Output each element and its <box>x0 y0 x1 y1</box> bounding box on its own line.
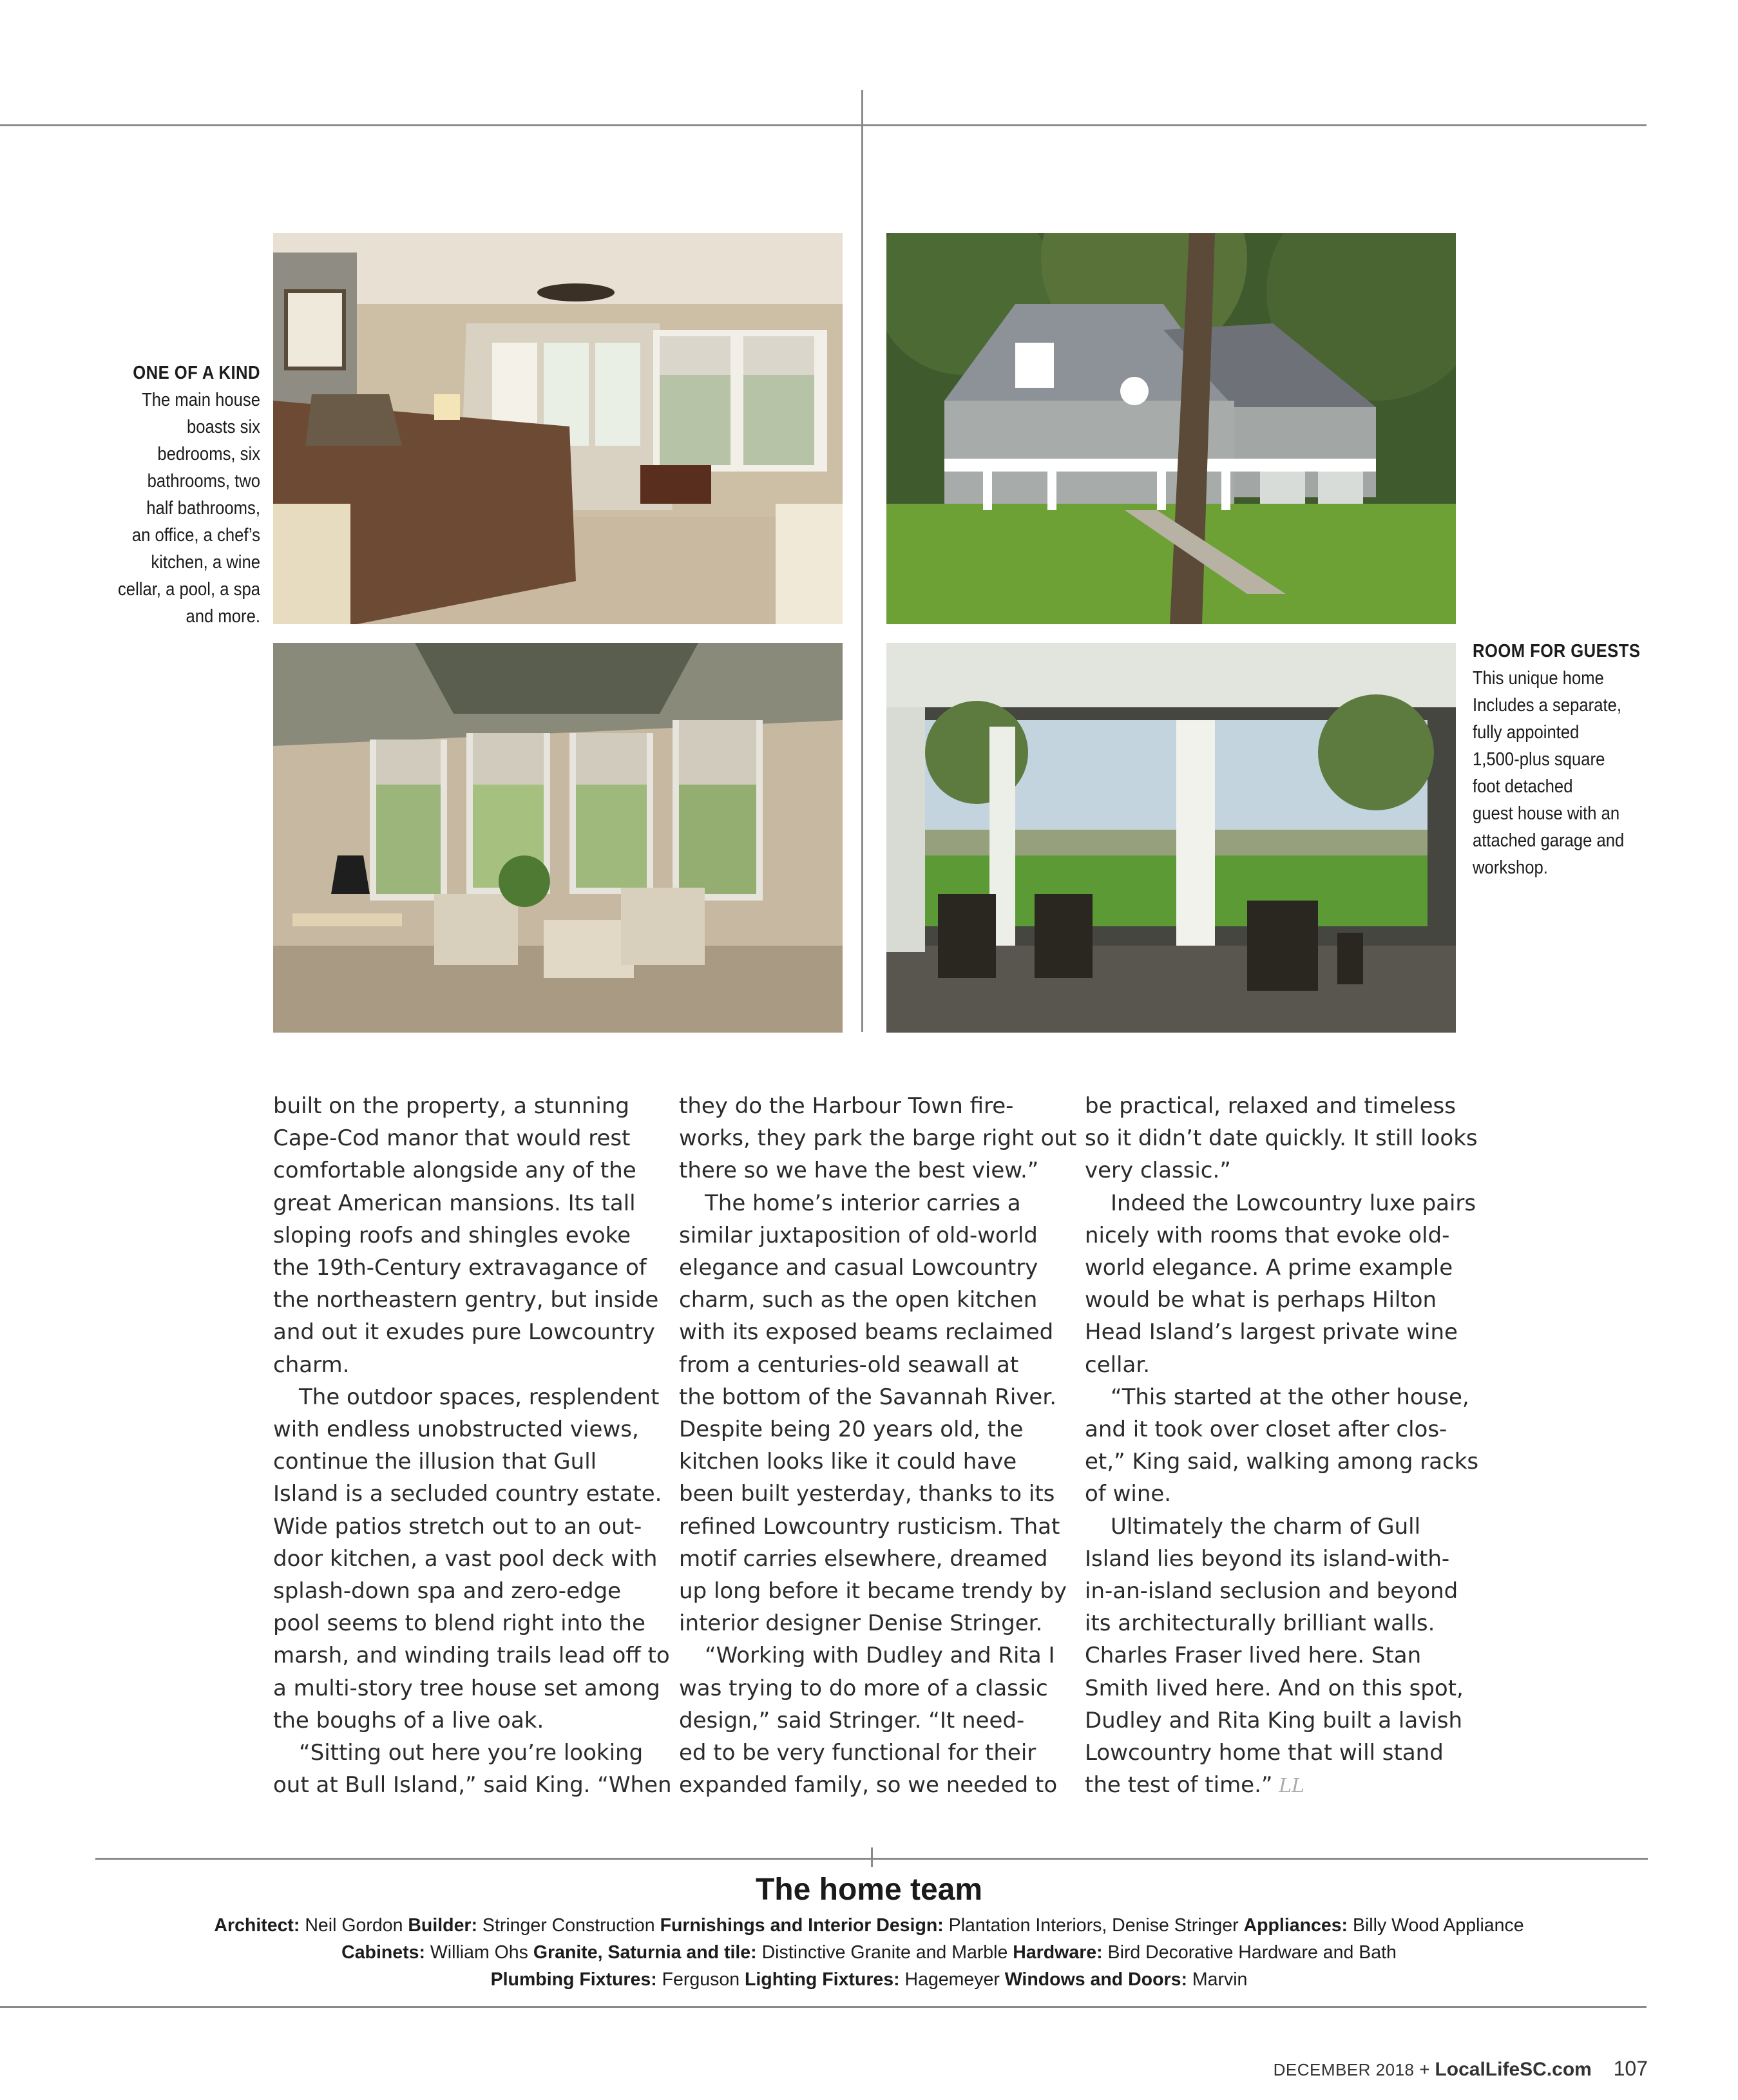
article-line: charm, such as the open kitchen <box>679 1287 1038 1313</box>
article-line: Head Island’s largest private wine <box>1085 1319 1458 1346</box>
page-number: 107 <box>1613 2057 1648 2080</box>
article-line: very classic.” <box>1085 1158 1231 1184</box>
team-credits-line-2 <box>0 1939 1738 1966</box>
article-line: ed to be very functional for their <box>679 1740 1036 1766</box>
article-line: charm. <box>273 1351 350 1378</box>
caption-left-line: boasts six <box>186 417 260 437</box>
article-line: motif carries elsewhere, dreamed <box>679 1545 1048 1572</box>
article-line: world elegance. A prime example <box>1085 1255 1453 1281</box>
caption-right <box>1473 638 1654 881</box>
caption-left-line: an office, a chef’s <box>131 525 260 546</box>
article-line: from a centuries-old seawall at <box>679 1351 1019 1378</box>
team-bottom-rule <box>0 2006 1647 2008</box>
article-line: cellar. <box>1085 1351 1151 1378</box>
article-line: be practical, relaxed and timeless <box>1085 1093 1456 1119</box>
caption-left-title: ONE OF A KIND <box>133 363 260 383</box>
article-line: was trying to do more of a classic <box>679 1675 1048 1701</box>
team-credit: Ferguson <box>656 1969 740 1990</box>
footer-separator: + <box>1419 2059 1430 2079</box>
caption-left-line: half bathrooms, <box>146 498 260 519</box>
page-footer <box>1274 2057 1648 2081</box>
article-line: so it didn’t date quickly. It still looks <box>1085 1125 1478 1152</box>
caption-right-line: fully appointed <box>1473 722 1580 743</box>
team-credit: Hagemeyer <box>899 1969 1000 1990</box>
article-line: Dudley and Rita King built a lavish <box>1085 1707 1463 1733</box>
article-line: would be what is perhaps Hilton <box>1085 1287 1437 1313</box>
footer-site[interactable]: LocalLifeSC.com <box>1435 2059 1592 2080</box>
team-role: Builder: <box>408 1915 478 1936</box>
caption-right-line: 1,500-plus square <box>1473 749 1605 770</box>
caption-right-line: foot detached <box>1473 776 1573 797</box>
team-credit: Bird Decorative Hardware and Bath <box>1102 1942 1397 1963</box>
article-line: elegance and casual Lowcountry <box>679 1255 1038 1281</box>
caption-left-line: bedrooms, six <box>157 444 260 464</box>
article-line: Charles Fraser lived here. Stan <box>1085 1643 1422 1669</box>
article-line: Wide patios stretch out to an out- <box>273 1513 642 1540</box>
caption-left <box>95 359 260 630</box>
article-line: marsh, and winding trails lead off to <box>273 1643 670 1669</box>
caption-right-line: This unique home <box>1473 668 1604 689</box>
article-line: nicely with rooms that evoke old- <box>1085 1222 1450 1248</box>
caption-left-line: cellar, a pool, a spa <box>117 579 260 600</box>
guest-house-photo <box>886 233 1456 624</box>
team-credit: Plantation Interiors, Denise Stringer <box>943 1915 1239 1936</box>
article-line: the boughs of a live oak. <box>273 1707 544 1733</box>
article-line: design,” said Stringer. “It need- <box>679 1707 1025 1733</box>
caption-left-line: The main house <box>142 390 260 410</box>
article-line: the northeastern gentry, but inside <box>273 1287 659 1313</box>
article-line: kitchen looks like it could have <box>679 1449 1017 1475</box>
article-line: out at Bull Island,” said King. “When <box>273 1772 672 1799</box>
article-line: and out it exudes pure Lowcountry <box>273 1319 655 1346</box>
article-line: splash-down spa and zero-edge <box>273 1578 622 1605</box>
team-role: Furnishings and Interior Design: <box>660 1915 944 1936</box>
article-line: with endless unobstructed views, <box>273 1417 639 1443</box>
article-line: the bottom of the Savannah River. <box>679 1384 1057 1410</box>
team-role: Lighting Fixtures: <box>744 1969 900 1990</box>
article-line: Indeed the Lowcountry luxe pairs <box>1111 1190 1476 1216</box>
article-line: pool seems to blend right into the <box>273 1610 645 1637</box>
article-line: interior designer Denise Stringer. <box>679 1610 1043 1637</box>
article-line: up long before it became trendy by <box>679 1578 1067 1605</box>
article-line: door kitchen, a vast pool deck with <box>273 1545 658 1572</box>
article-line: Ultimately the charm of Gull <box>1111 1513 1421 1540</box>
team-credit: Billy Wood Appliance <box>1348 1915 1524 1936</box>
article-line: works, they park the barge right out <box>679 1125 1077 1152</box>
porch-photo <box>886 643 1456 1033</box>
article-line: “Working with Dudley and Rita I <box>705 1643 1055 1669</box>
article-line: Cape-Cod manor that would rest <box>273 1125 631 1152</box>
article-line: they do the Harbour Town fire- <box>679 1093 1014 1119</box>
team-role: Architect: <box>214 1915 300 1936</box>
top-vertical-rule <box>861 90 863 1032</box>
article-column-2 <box>679 1090 1077 1801</box>
article-line: refined Lowcountry rusticism. That <box>679 1513 1060 1540</box>
caption-left-line: and more. <box>186 606 260 627</box>
article-line: Lowcountry home that will stand <box>1085 1740 1444 1766</box>
end-mark: LL <box>1272 1775 1304 1798</box>
caption-left-line: kitchen, a wine <box>151 552 260 573</box>
article-line: the test of time.” LL <box>1085 1772 1304 1799</box>
team-credit: Marvin <box>1187 1969 1248 1990</box>
team-center-tick <box>871 1847 873 1867</box>
article-line: in-an-island seclusion and beyond <box>1085 1578 1458 1605</box>
caption-left-body <box>95 387 260 630</box>
article-line: a multi-story tree house set among <box>273 1675 660 1701</box>
article-line: the 19th-Century extravagance of <box>273 1255 647 1281</box>
team-credit: Distinctive Granite and Marble <box>756 1942 1008 1963</box>
article-line: sloping roofs and shingles evoke <box>273 1222 631 1248</box>
article-column-3 <box>1085 1090 1479 1802</box>
team-title: The home team <box>755 1873 983 1907</box>
article-line: Despite being 20 years old, the <box>679 1417 1024 1443</box>
team-credit: Neil Gordon <box>300 1915 403 1936</box>
team-credits-line-1 <box>0 1912 1738 1939</box>
article-line: been built yesterday, thanks to its <box>679 1481 1055 1507</box>
team-role: Plumbing Fixtures: <box>490 1969 657 1990</box>
article-line: The outdoor spaces, resplendent <box>299 1384 660 1410</box>
team-credit: William Ohs <box>425 1942 528 1963</box>
top-rule <box>0 124 1647 126</box>
team-role: Windows and Doors: <box>1004 1969 1187 1990</box>
article-line: comfortable alongside any of the <box>273 1158 636 1184</box>
article-line: similar juxtaposition of old-world <box>679 1222 1038 1248</box>
caption-right-line: Includes a separate, <box>1473 695 1622 716</box>
caption-right-body <box>1473 665 1654 881</box>
article-line: of wine. <box>1085 1481 1172 1507</box>
article-line: there so we have the best view.” <box>679 1158 1039 1184</box>
article-line: Island is a secluded country estate. <box>273 1481 662 1507</box>
article-line: and it took over closet after clos- <box>1085 1417 1447 1443</box>
caption-right-line: guest house with an <box>1473 803 1620 824</box>
caption-right-line: attached garage and <box>1473 830 1625 851</box>
article-line: “This started at the other house, <box>1111 1384 1469 1410</box>
caption-left-line: bathrooms, two <box>147 471 260 492</box>
article-line: with its exposed beams reclaimed <box>679 1319 1054 1346</box>
article-line: great American mansions. Its tall <box>273 1190 636 1216</box>
team-role: Appliances: <box>1243 1915 1348 1936</box>
sitting-area-photo <box>273 643 843 1033</box>
caption-right-line: workshop. <box>1473 857 1548 878</box>
article-line: The home’s interior carries a <box>705 1190 1021 1216</box>
article-line: Island lies beyond its island-with- <box>1085 1545 1450 1572</box>
article-line: built on the property, a stunning <box>273 1093 629 1119</box>
article-line: et,” King said, walking among racks <box>1085 1449 1479 1475</box>
caption-right-title: ROOM FOR GUESTS <box>1473 641 1641 662</box>
team-role: Hardware: <box>1013 1942 1103 1963</box>
team-role: Cabinets: <box>341 1942 425 1963</box>
team-credit: Stringer Construction <box>477 1915 655 1936</box>
team-role: Granite, Saturnia and tile: <box>533 1942 757 1963</box>
bedroom-photo <box>273 233 843 624</box>
article-line: “Sitting out here you’re looking <box>299 1740 644 1766</box>
article-line: Smith lived here. And on this spot, <box>1085 1675 1464 1701</box>
article-line: continue the illusion that Gull <box>273 1449 597 1475</box>
article-column-1 <box>273 1090 672 1801</box>
article-line: expanded family, so we needed to <box>679 1772 1058 1799</box>
team-credits-line-3 <box>0 1966 1738 1993</box>
article-line: its architecturally brilliant walls. <box>1085 1610 1435 1637</box>
footer-issue: DECEMBER 2018 <box>1273 2060 1415 2079</box>
